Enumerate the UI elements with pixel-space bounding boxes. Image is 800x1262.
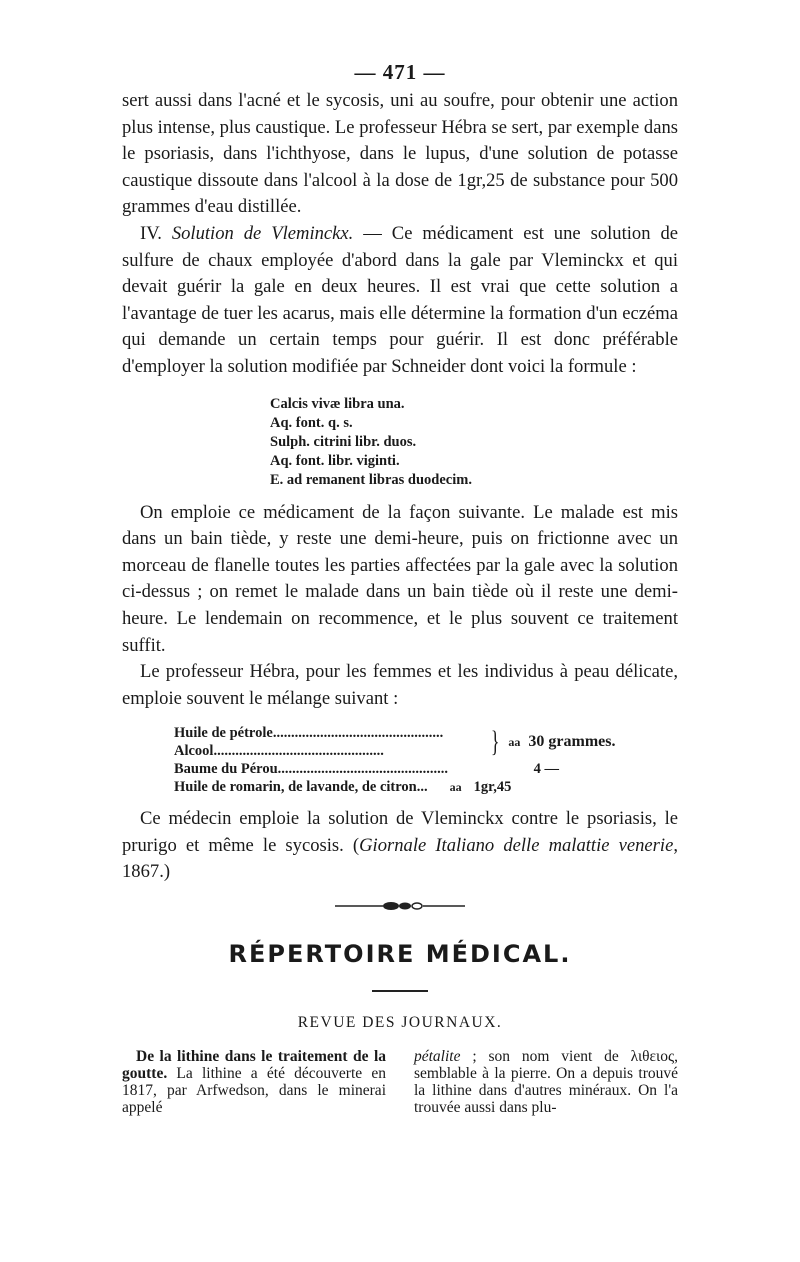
formula-line: Sulph. citrini libr. duos. [270, 433, 417, 450]
paragraph-2 [122, 221, 678, 381]
mixture-group [174, 724, 678, 760]
ornament-icon [335, 900, 465, 912]
section-title: RÉPERTOIRE MÉDICAL. [228, 940, 572, 969]
aa-label: aa [449, 780, 462, 795]
paragraph-5: Ce médecin emploie la solution de Vleminckx contre le psoriasis, le prurigo et même le sycosis. (Giornale Italiano delle malattie veneriе, 1867.) [122, 808, 678, 883]
mixture-row [174, 760, 678, 778]
subtitle: REVUE DES JOURNAUX. [297, 1014, 503, 1032]
section-heading: Solution de Vleminckx. [171, 222, 354, 244]
grouped-quantity: aa 30 grammes. [508, 733, 616, 751]
ingredient-name: Alcool [174, 743, 214, 760]
article-heading: De la lithine dans le traitement de la goutte. [122, 1048, 386, 1083]
paragraph-3: On emploie ce médicament de la façon suivante. Le malade est mis dans un bain tiède, y reste une demi-heure, puis on frictionne avec un morceau de flanelle toutes les parties affectées par la gale avec la solution ci-dessus ; on remet le malade dans un bain tiède où il reste une demi-heure. Le lendemain on recommence, et le plus souvent ce traitement suffit. [122, 501, 678, 656]
mixture-table [174, 724, 678, 796]
ingredient-quantity: 4 — [533, 761, 560, 778]
mineral-name: pétalite [414, 1048, 461, 1066]
leader-dots: ............................................... [213, 743, 384, 760]
ornament-divider [122, 900, 678, 912]
column-left [122, 1048, 386, 1116]
paragraph-4: Le professeur Hébra, pour les femmes et les individus à peau délicate, emploie souvent le mélange suivant : [122, 661, 678, 709]
formula-line: Calcis vivæ libra una. [270, 395, 405, 412]
ingredient-name: Huile de pétrole [174, 725, 273, 742]
column-left-text: La lithine a été découverte en 1817, par Arfwedson, dans le minerai appelé [122, 1065, 386, 1117]
formula-line: Aq. font. libr. viginti. [270, 452, 400, 469]
title-rule [372, 990, 428, 992]
ingredient-name: Huile de romarin, de lavande, de citron... [174, 779, 428, 796]
page [122, 60, 678, 1116]
leader-dots: ............................................... [277, 761, 449, 778]
section-number: IV. [140, 222, 162, 244]
brace-icon: } [490, 725, 500, 759]
paragraph-1: sert aussi dans l'acné et le sycosis, uni au soufre, pour obtenir une action plus intense, plus caustique. Le professeur Hébra se sert, par exemple dans le psoriasis, dans l'ichthyose, dans le lupus, d'une solution de potasse caustique dissoute dans l'alcool à la dose de 1gr,25 de substance pour 500 grammes d'eau distillée. [122, 90, 678, 218]
mixture-row [174, 742, 486, 760]
journal-citation: Giornale Italiano delle malattie veneriе [359, 834, 674, 856]
ingredient-quantity: 1gr,45 [473, 779, 512, 796]
formula-line: E. ad remanent libras duodecim. [270, 471, 472, 488]
mixture-row [174, 724, 486, 742]
two-column-text [122, 1048, 678, 1116]
latin-formula [270, 395, 678, 490]
ingredient-name: Baume du Pérou [174, 761, 278, 778]
page-number: — 471 — [354, 60, 446, 84]
column-right-text: ; son nom vient de λιθειος, semblable à la pierre. On a depuis trouvé la lithine dans d'autres minéraux. On l'a trouvée aussi dans plu- [414, 1048, 678, 1117]
leader-dots: ............................................... [272, 725, 444, 742]
column-right [414, 1048, 678, 1116]
formula-line: Aq. font. q. s. [270, 414, 353, 431]
mixture-row [174, 778, 678, 796]
paragraph-2-text: — Ce médicament est une solution de sulfure de chaux employée d'abord dans la gale par Vleminckx et qui devait guérir la gale en deux heures. Il est vrai que cette solution a l'avantage de tuer les acarus, mais elle détermine la formation d'un eczéma qui demande un certain temps pour guérir. Il est donc préférable d'employer la solution modifiée par Schneider dont voici la formule : [122, 222, 679, 377]
